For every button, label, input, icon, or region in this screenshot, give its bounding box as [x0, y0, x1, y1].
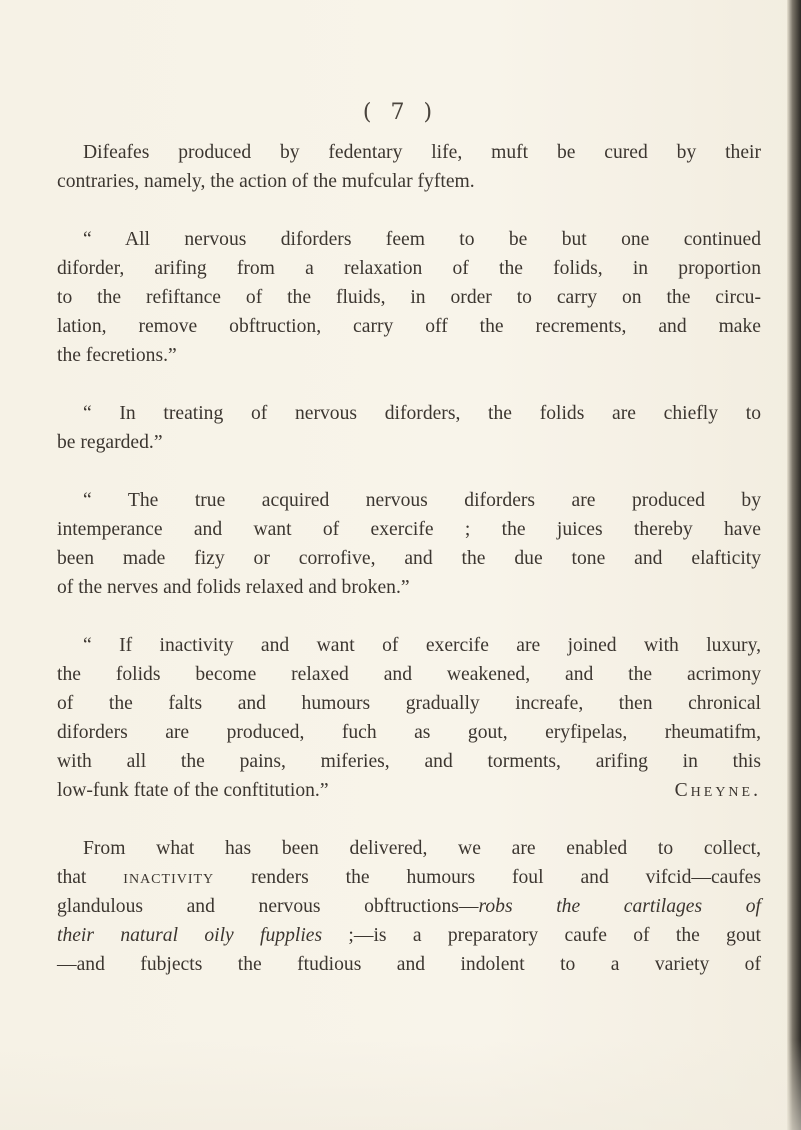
text-segment: renders the humours foul and vifcid—caufes	[214, 867, 761, 888]
text-line: “ The true acquired nervous diforders are produced by	[83, 490, 761, 511]
text-line	[57, 921, 761, 950]
page-number: ( 7 )	[362, 100, 439, 125]
text-line: diforder, arifing from a relaxation of the folids, in proportion	[57, 258, 761, 279]
text-line: of the nerves and folids relaxed and broken.”	[57, 577, 410, 598]
italic-phrase: robs the cartilages of	[478, 896, 761, 917]
body-text	[57, 138, 761, 1008]
paragraph-1	[57, 138, 761, 196]
paragraph-6	[57, 834, 761, 979]
paragraph-5	[57, 631, 761, 805]
text-line: “ In treating of nervous diforders, the folids are chiefly to	[83, 403, 761, 424]
text-line: low-funk ftate of the conftitution.”	[57, 780, 329, 801]
text-line: of the falts and humours gradually increafe, then chronical	[57, 693, 761, 714]
text-line: lation, remove obftruction, carry off the recrements, and make	[57, 316, 761, 337]
paragraph-3	[57, 399, 761, 457]
italic-phrase: their natural oily fupplies	[57, 925, 323, 946]
page-edge	[787, 0, 801, 1130]
text-line: —and fubjects the ftudious and indolent to a variety of	[57, 954, 761, 975]
paragraph-4	[57, 486, 761, 602]
text-line: From what has been delivered, we are enabled to collect,	[83, 838, 761, 859]
text-segment: glandulous and nervous obftructions—	[57, 896, 479, 917]
text-line: diforders are produced, fuch as gout, eryfipelas, rheumatifm,	[57, 722, 761, 743]
text-line: contraries, namely, the action of the mufcular fyftem.	[57, 171, 475, 192]
text-line	[57, 892, 761, 921]
text-line: the folids become relaxed and weakened, and the acrimony	[57, 664, 761, 685]
text-line: be regarded.”	[57, 432, 163, 453]
author-signature: Cheyne.	[674, 780, 761, 801]
page-bottom-shade	[0, 1040, 801, 1130]
text-segment: ;—is a preparatory caufe of the gout	[322, 925, 761, 946]
text-line: “ If inactivity and want of exercife are joined with luxury,	[83, 635, 761, 656]
text-line: been made fizy or corrofive, and the due tone and elafticity	[57, 548, 761, 569]
text-line: Difeafes produced by fedentary life, muft be cured by their	[83, 142, 761, 163]
text-line: intemperance and want of exercife ; the juices thereby have	[57, 519, 761, 540]
text-line: “ All nervous diforders feem to be but one continued	[83, 229, 761, 250]
text-segment: that	[57, 867, 124, 888]
text-line-with-signature	[57, 776, 761, 805]
text-line: with all the pains, miferies, and torments, arifing in this	[57, 751, 761, 772]
small-caps-term: inactivity	[123, 867, 215, 888]
text-line	[57, 863, 761, 892]
text-line: to the refiftance of the fluids, in order to carry on the circu-	[57, 287, 761, 308]
text-line: the fecretions.”	[57, 345, 177, 366]
paragraph-2	[57, 225, 761, 370]
